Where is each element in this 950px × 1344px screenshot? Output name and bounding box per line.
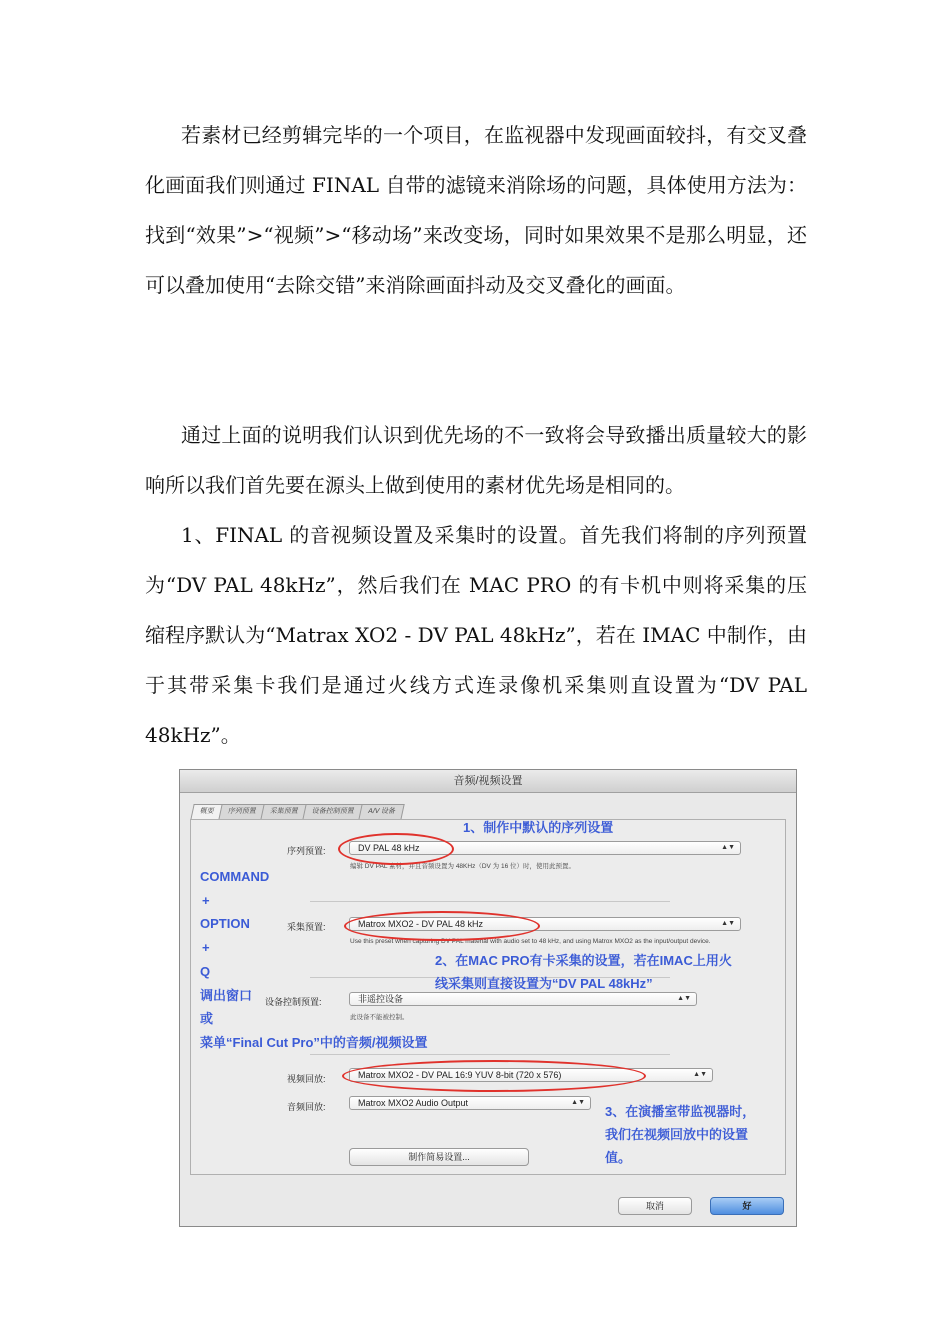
popup-arrows-icon: ▲▼	[571, 1099, 585, 1106]
sequence-preset-value: DV PAL 48 kHz	[358, 843, 420, 853]
video-playback-value: Matrox MXO2 - DV PAL 16:9 YUV 8-bit (720 x 576)	[358, 1070, 562, 1080]
ok-button[interactable]: 好	[710, 1197, 784, 1215]
menu-hint: 菜单“Final Cut Pro”中的音频/视频设置	[200, 1035, 428, 1050]
capture-preset-value: Matrox MXO2 - DV PAL 48 kHz	[358, 919, 484, 929]
shortcut-plus-1: +	[202, 893, 210, 908]
cancel-button[interactable]: 取消	[618, 1197, 692, 1215]
annotation-3-line1: 3、在演播室带监视器时，	[605, 1104, 756, 1119]
shortcut-q: Q	[200, 964, 211, 979]
popup-arrows-icon: ▲▼	[721, 844, 735, 851]
annotation-1: 1、制作中默认的序列设置	[463, 820, 614, 835]
av-settings-dialog	[179, 769, 797, 1227]
dialog-title: 音频/视频设置	[180, 770, 796, 793]
highlight-ring-capture	[344, 911, 540, 941]
highlight-ring-video	[342, 1060, 646, 1092]
tab-bar	[192, 804, 401, 820]
device-control-preset-hint: 此设备不能被控制。	[350, 1014, 409, 1021]
audio-playback-popup[interactable]	[349, 1096, 591, 1110]
divider	[310, 901, 670, 902]
tab-device-control-preset[interactable]: 设备控制预置	[302, 804, 363, 820]
sequence-preset-hint: 编辑 DV PAL 素材，并且音频设置为 48KHz（DV 为 16 位）时，使用此预置。	[350, 863, 576, 870]
tab-sequence-preset[interactable]: 序列预置	[218, 804, 265, 820]
popup-arrows-icon: ▲▼	[693, 1071, 707, 1078]
device-control-preset-label: 设备控制预置:	[265, 997, 322, 1007]
annotation-3-line3: 值。	[605, 1150, 632, 1165]
annotation-3-line2: 我们在视频回放中的设置	[605, 1127, 749, 1142]
capture-preset-label: 采集预置:	[287, 922, 326, 932]
annotation-2-line2: 线采集则直接设置为“DV PAL 48kHz”	[435, 976, 653, 991]
shortcut-option: OPTION	[200, 916, 250, 931]
paragraph-2: 通过上面的说明我们认识到优先场的不一致将会导致播出质量较大的影响所以我们首先要在源头上做到使用的素材优先场是相同的。	[145, 423, 807, 497]
sequence-preset-label: 序列预置:	[287, 846, 326, 856]
shortcut-plus-2: +	[202, 940, 210, 955]
annotation-2-line1: 2、在MAC PRO有卡采集的设置，若在IMAC上用火	[435, 953, 732, 968]
tab-capture-preset[interactable]: 采集预置	[260, 804, 307, 820]
tab-summary[interactable]: 概要	[190, 804, 223, 820]
simple-setup-button[interactable]: 制作简易设置...	[349, 1148, 529, 1166]
shortcut-command: COMMAND	[200, 869, 270, 884]
highlight-ring-sequence	[338, 833, 454, 865]
capture-preset-hint: Use this preset when capturing DV PAL material with audio set to 48 kHz, and using Matrox MXO2 as the input/output device.	[350, 938, 711, 945]
popup-arrows-icon: ▲▼	[677, 995, 691, 1002]
audio-playback-label: 音频回放:	[287, 1102, 326, 1112]
tab-av-devices[interactable]: A/V 设备	[358, 804, 405, 820]
popup-arrows-icon: ▲▼	[721, 920, 735, 927]
shortcut-or: 或	[200, 1011, 214, 1026]
audio-playback-value: Matrox MXO2 Audio Output	[358, 1098, 469, 1108]
paragraph-1: 若素材已经剪辑完毕的一个项目，在监视器中发现画面较抖，有交叉叠化画面我们则通过 FINAL 自带的滤镜来消除场的问题，具体使用方法为：找到“效果”>“视频”>“移动场”来改变场，同时如果效果不是那么明显，还可以叠加使用“去除交错”来消除画面抖动及交叉叠化的画面。	[145, 123, 807, 297]
device-control-preset-value: 非遥控设备	[358, 994, 404, 1004]
paragraph-3: 1、FINAL 的音视频设置及采集时的设置。首先我们将制的序列预置为“DV PAL 48kHz”，然后我们在 MAC PRO 的有卡机中则将采集的压缩程序默认为“Matrax XO2 - DV PAL 48kHz”，若在 IMAC 中制作，由于其带采集卡我们是通过火线方式连录像机采集则直设置为“DV PAL 48kHz”。	[145, 523, 807, 747]
video-playback-label: 视频回放:	[287, 1074, 326, 1084]
shortcut-open-window: 调出窗口	[200, 988, 253, 1003]
divider	[310, 1054, 670, 1055]
